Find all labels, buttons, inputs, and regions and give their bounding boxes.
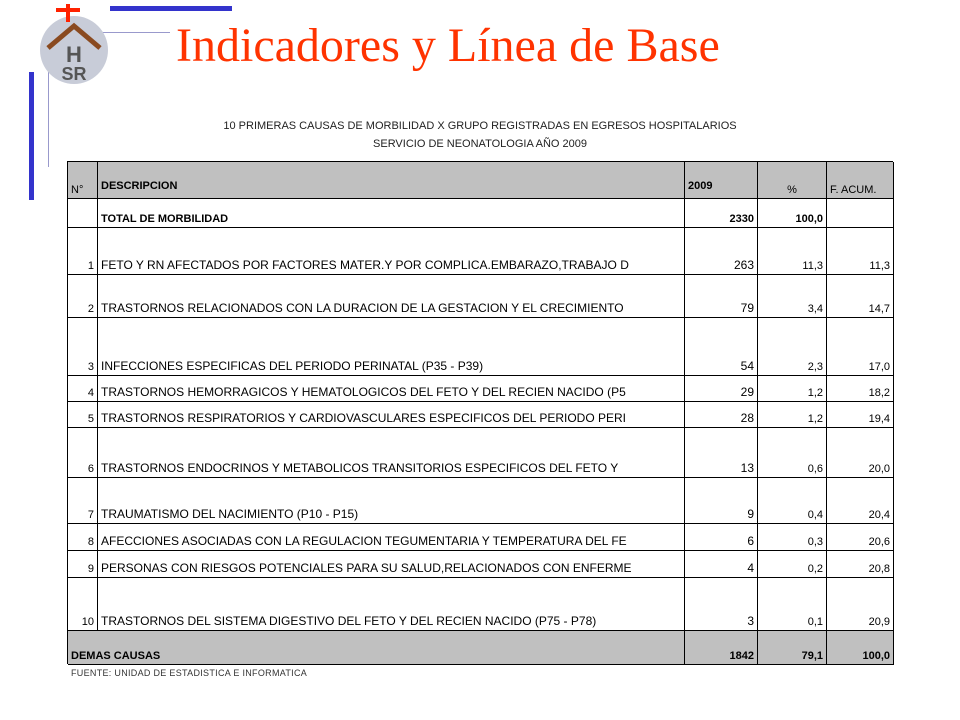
row-percent: 0,2 xyxy=(758,551,827,578)
row-num: 5 xyxy=(68,402,98,428)
table-heading-line2-text: SERVICIO DE NEONATOLOGIA AÑO 2009 xyxy=(373,138,587,150)
hospital-logo-icon xyxy=(30,4,110,88)
row-cumulative: 20,0 xyxy=(827,428,894,478)
other-cumulative: 100,0 xyxy=(827,631,894,665)
row-percent: 1,2 xyxy=(758,402,827,428)
logo-text-bottom: SR xyxy=(61,64,87,84)
other-label: DEMAS CAUSAS xyxy=(68,631,685,665)
slide-title: Indicadores y Línea de Base xyxy=(176,19,720,72)
source-footer: FUENTE: UNIDAD DE ESTADISTICA E INFORMATICA xyxy=(71,668,308,678)
row-num: 3 xyxy=(68,318,98,376)
row-percent: 0,3 xyxy=(758,524,827,551)
row-value: 13 xyxy=(685,428,758,478)
row-value: 6 xyxy=(685,524,758,551)
row-cumulative: 14,7 xyxy=(827,275,894,318)
header-year: 2009 xyxy=(685,162,758,199)
row-value: 54 xyxy=(685,318,758,376)
row-num: 8 xyxy=(68,524,98,551)
row-description: PERSONAS CON RIESGOS POTENCIALES PARA SU SALUD,RELACIONADOS CON ENFERME xyxy=(98,551,685,578)
other-value: 1842 xyxy=(685,631,758,665)
row-description: INFECCIONES ESPECIFICAS DEL PERIODO PERINATAL (P35 - P39) xyxy=(98,318,685,376)
row-value: 29 xyxy=(685,376,758,402)
row-num: 2 xyxy=(68,275,98,318)
row-cumulative: 17,0 xyxy=(827,318,894,376)
row-percent: 11,3 xyxy=(758,228,827,275)
row-percent: 3,4 xyxy=(758,275,827,318)
total-cumulative-cell xyxy=(827,199,894,228)
row-num: 9 xyxy=(68,551,98,578)
row-num: 10 xyxy=(68,578,98,631)
row-description: TRASTORNOS DEL SISTEMA DIGESTIVO DEL FETO Y DEL RECIEN NACIDO (P75 - P78) xyxy=(98,578,685,631)
row-value: 4 xyxy=(685,551,758,578)
row-num: 6 xyxy=(68,428,98,478)
logo-text-top: H xyxy=(66,42,82,67)
total-value: 2330 xyxy=(685,199,758,228)
row-cumulative: 20,9 xyxy=(827,578,894,631)
row-percent: 0,4 xyxy=(758,478,827,524)
row-percent: 1,2 xyxy=(758,376,827,402)
row-value: 9 xyxy=(685,478,758,524)
row-description: FETO Y RN AFECTADOS POR FACTORES MATER.Y POR COMPLICA.EMBARAZO,TRABAJO D xyxy=(98,228,685,275)
row-description: TRAUMATISMO DEL NACIMIENTO (P10 - P15) xyxy=(98,478,685,524)
table-heading-line2 xyxy=(0,138,960,150)
row-cumulative: 19,4 xyxy=(827,402,894,428)
row-description: TRASTORNOS ENDOCRINOS Y METABOLICOS TRANSITORIOS ESPECIFICOS DEL FETO Y xyxy=(98,428,685,478)
total-label: TOTAL DE MORBILIDAD xyxy=(98,199,685,228)
row-description: TRASTORNOS RELACIONADOS CON LA DURACION DE LA GESTACION Y EL CRECIMIENTO xyxy=(98,275,685,318)
header-num: N° xyxy=(68,162,98,199)
accent-bar-left xyxy=(29,72,34,200)
row-num: 1 xyxy=(68,228,98,275)
row-num: 4 xyxy=(68,376,98,402)
row-percent: 0,6 xyxy=(758,428,827,478)
row-value: 263 xyxy=(685,228,758,275)
morbidity-table xyxy=(67,161,893,664)
total-num-cell xyxy=(68,199,98,228)
row-description: AFECCIONES ASOCIADAS CON LA REGULACION TEGUMENTARIA Y TEMPERATURA DEL FE xyxy=(98,524,685,551)
header-percent: % xyxy=(758,162,827,199)
total-percent: 100,0 xyxy=(758,199,827,228)
row-value: 28 xyxy=(685,402,758,428)
table-heading-line1 xyxy=(0,120,960,132)
row-value: 3 xyxy=(685,578,758,631)
row-cumulative: 20,6 xyxy=(827,524,894,551)
row-num: 7 xyxy=(68,478,98,524)
header-cumulative: F. ACUM. xyxy=(827,162,894,199)
row-cumulative: 18,2 xyxy=(827,376,894,402)
other-percent: 79,1 xyxy=(758,631,827,665)
row-cumulative: 11,3 xyxy=(827,228,894,275)
accent-bar-top xyxy=(110,6,232,11)
row-cumulative: 20,8 xyxy=(827,551,894,578)
table-heading-line1-text: 10 PRIMERAS CAUSAS DE MORBILIDAD X GRUPO REGISTRADAS EN EGRESOS HOSPITALARIOS xyxy=(223,120,737,132)
row-cumulative: 20,4 xyxy=(827,478,894,524)
header-description: DESCRIPCION xyxy=(98,162,685,199)
row-percent: 0,1 xyxy=(758,578,827,631)
row-value: 79 xyxy=(685,275,758,318)
row-percent: 2,3 xyxy=(758,318,827,376)
row-description: TRASTORNOS HEMORRAGICOS Y HEMATOLOGICOS DEL FETO Y DEL RECIEN NACIDO (P5 xyxy=(98,376,685,402)
row-description: TRASTORNOS RESPIRATORIOS Y CARDIOVASCULARES ESPECIFICOS DEL PERIODO PERI xyxy=(98,402,685,428)
